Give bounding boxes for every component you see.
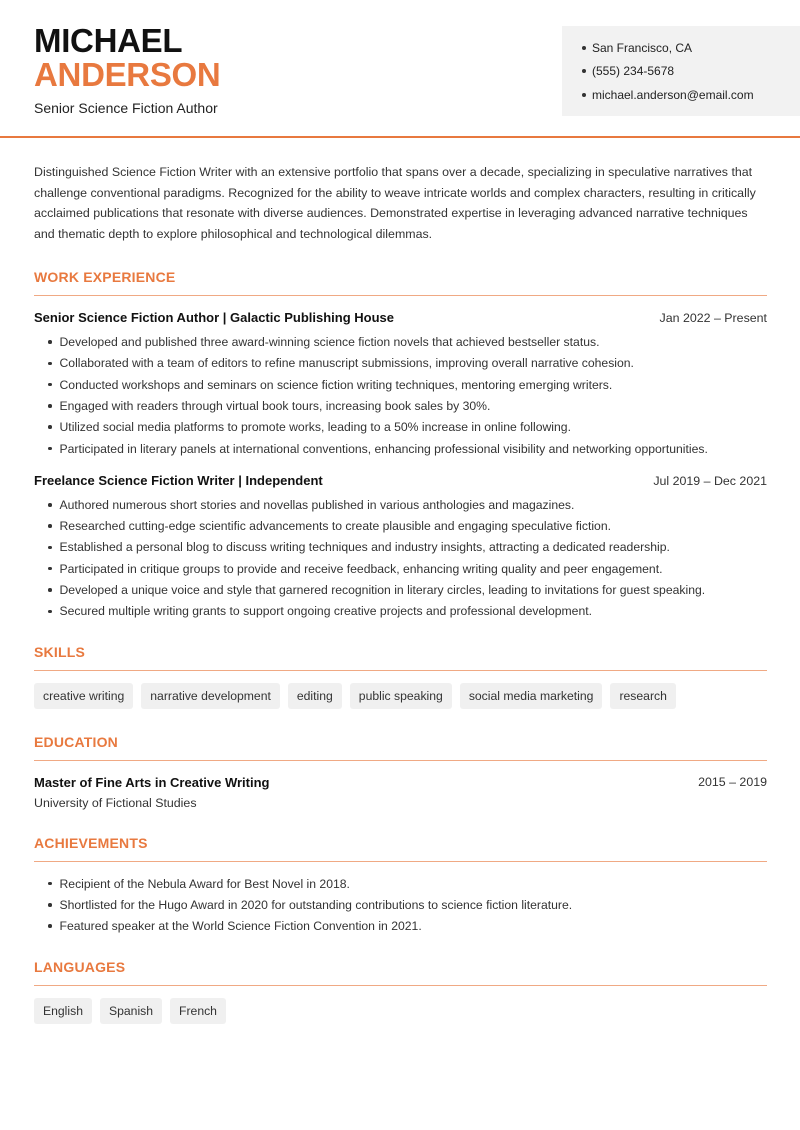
skill-tag: editing xyxy=(288,683,342,709)
last-name: ANDERSON xyxy=(34,56,221,93)
list-item xyxy=(34,601,767,622)
list-item-text: Conducted workshops and seminars on science fiction writing techniques, mentoring emerging writers. xyxy=(59,377,613,392)
language-tag: French xyxy=(170,998,226,1024)
section-title-work: WORK EXPERIENCE xyxy=(34,269,176,286)
work-section xyxy=(34,269,767,622)
bullet-icon xyxy=(48,425,52,429)
list-item-text: Utilized social media platforms to promote works, leading to a 50% increase in online following. xyxy=(59,420,571,435)
skill-tag: social media marketing xyxy=(460,683,603,709)
candidate-name xyxy=(34,24,220,92)
bullet-icon xyxy=(48,383,52,387)
resume-header xyxy=(0,0,800,138)
list-item-text: Collaborated with a team of editors to refine manuscript submissions, improving overall narrative cohesion. xyxy=(59,356,634,371)
list-item xyxy=(34,515,767,536)
job-header xyxy=(34,310,767,325)
contact-text: San Francisco, CA xyxy=(592,40,693,55)
job-title: Senior Science Fiction Author | Galactic Publishing House xyxy=(34,310,394,326)
list-item xyxy=(34,438,767,459)
job-1 xyxy=(34,310,767,459)
list-item-text: Established a personal blog to discuss writing techniques and industry insights, attracting a dedicated readership. xyxy=(59,540,670,555)
job-date: Jan 2022 – Present xyxy=(659,310,767,325)
list-item-text: Engaged with readers through virtual book tours, increasing book sales by 30%. xyxy=(59,398,491,413)
school-name: University of Fictional Studies xyxy=(34,795,197,810)
skill-tag: research xyxy=(610,683,675,709)
bullet-icon xyxy=(48,340,52,344)
list-item xyxy=(34,894,767,915)
bullet-icon xyxy=(48,524,52,528)
job-bullets xyxy=(34,494,767,622)
list-item xyxy=(34,417,767,438)
bullet-icon xyxy=(48,588,52,592)
list-item xyxy=(34,395,767,416)
contact-email xyxy=(582,83,800,107)
list-item-text: Researched cutting-edge scientific advancements to create plausible and engaging speculative fiction. xyxy=(59,519,611,534)
list-item xyxy=(34,579,767,600)
job-date: Jul 2019 – Dec 2021 xyxy=(653,473,767,488)
list-item xyxy=(34,374,767,395)
degree-title: Master of Fine Arts in Creative Writing xyxy=(34,774,270,790)
contact-phone xyxy=(582,60,800,84)
section-divider xyxy=(34,670,767,671)
language-tag: English xyxy=(34,998,92,1024)
bullet-icon xyxy=(48,903,52,907)
bullet-icon xyxy=(582,69,586,73)
section-divider xyxy=(34,861,767,862)
list-item xyxy=(34,494,767,515)
job-title: Freelance Science Fiction Writer | Independent xyxy=(34,473,323,489)
section-title-education: EDUCATION xyxy=(34,733,118,750)
section-divider xyxy=(34,760,767,761)
section-title-achievements: ACHIEVEMENTS xyxy=(34,834,148,851)
list-item xyxy=(34,353,767,374)
skills-section xyxy=(34,644,767,709)
list-item-text: Secured multiple writing grants to support ongoing creative projects and professional development. xyxy=(59,604,592,619)
section-title-skills: SKILLS xyxy=(34,643,85,660)
list-item xyxy=(34,558,767,579)
achievements-section xyxy=(34,835,767,937)
list-item-text: Participated in critique groups to provide and receive feedback, enhancing writing quality and peer engagement. xyxy=(59,561,663,576)
first-name: MICHAEL xyxy=(34,22,183,59)
job-bullets xyxy=(34,331,767,459)
skill-tag: public speaking xyxy=(350,683,452,709)
list-item-text: Authored numerous short stories and novellas published in various anthologies and magazines. xyxy=(59,497,575,512)
contact-text: michael.anderson@email.com xyxy=(592,87,754,102)
bullet-icon xyxy=(48,447,52,451)
skill-tag: creative writing xyxy=(34,683,133,709)
summary: Distinguished Science Fiction Writer with an extensive portfolio that spans over a decade, specializing in speculative narratives that challenge conventional paradigms. Recognized for the ability to weave intricate worlds and complex characters, resulting in critically acclaimed publications that resonate with diverse audiences. Demonstrated expertise in leveraging advanced narrative techniques and thematic depth to explore philosophical and technological dilemmas. xyxy=(34,165,756,241)
section-title-languages: LANGUAGES xyxy=(34,958,126,975)
list-item xyxy=(34,537,767,558)
bullet-icon xyxy=(48,567,52,571)
bullet-icon xyxy=(582,46,586,50)
language-tags xyxy=(34,998,767,1024)
skill-tag: narrative development xyxy=(141,683,280,709)
list-item xyxy=(34,331,767,352)
bullet-icon xyxy=(48,882,52,886)
contact-location xyxy=(582,36,800,60)
contact-box xyxy=(562,26,800,116)
bullet-icon xyxy=(48,503,52,507)
section-divider xyxy=(34,985,767,986)
achievements-list xyxy=(34,873,767,937)
list-item-text: Featured speaker at the World Science Fiction Convention in 2021. xyxy=(59,919,422,934)
bullet-icon xyxy=(48,362,52,366)
bullet-icon xyxy=(48,404,52,408)
languages-section xyxy=(34,959,767,1024)
list-item-text: Developed and published three award-winning science fiction novels that achieved bestseller status. xyxy=(59,335,600,350)
education-date: 2015 – 2019 xyxy=(698,775,767,790)
job-2 xyxy=(34,473,767,622)
contact-text: (555) 234-5678 xyxy=(592,64,675,79)
bullet-icon xyxy=(582,93,586,97)
bullet-icon xyxy=(48,924,52,928)
education-header xyxy=(34,775,767,790)
section-divider xyxy=(34,295,767,296)
list-item-text: Participated in literary panels at international conventions, enhancing professional visibility and networking opportunities. xyxy=(59,441,708,456)
job-header xyxy=(34,473,767,488)
candidate-role: Senior Science Fiction Author xyxy=(34,100,218,116)
list-item-text: Developed a unique voice and style that garnered recognition in literary circles, leading to invitations for guest speaking. xyxy=(59,582,706,597)
resume-content xyxy=(34,162,767,1024)
list-item-text: Recipient of the Nebula Award for Best Novel in 2018. xyxy=(59,876,350,891)
education-section xyxy=(34,734,767,810)
language-tag: Spanish xyxy=(100,998,162,1024)
skills-tags xyxy=(34,683,767,709)
bullet-icon xyxy=(48,546,52,550)
list-item xyxy=(34,916,767,937)
list-item-text: Shortlisted for the Hugo Award in 2020 for outstanding contributions to science fiction literature. xyxy=(59,897,573,912)
list-item xyxy=(34,873,767,894)
bullet-icon xyxy=(48,610,52,614)
